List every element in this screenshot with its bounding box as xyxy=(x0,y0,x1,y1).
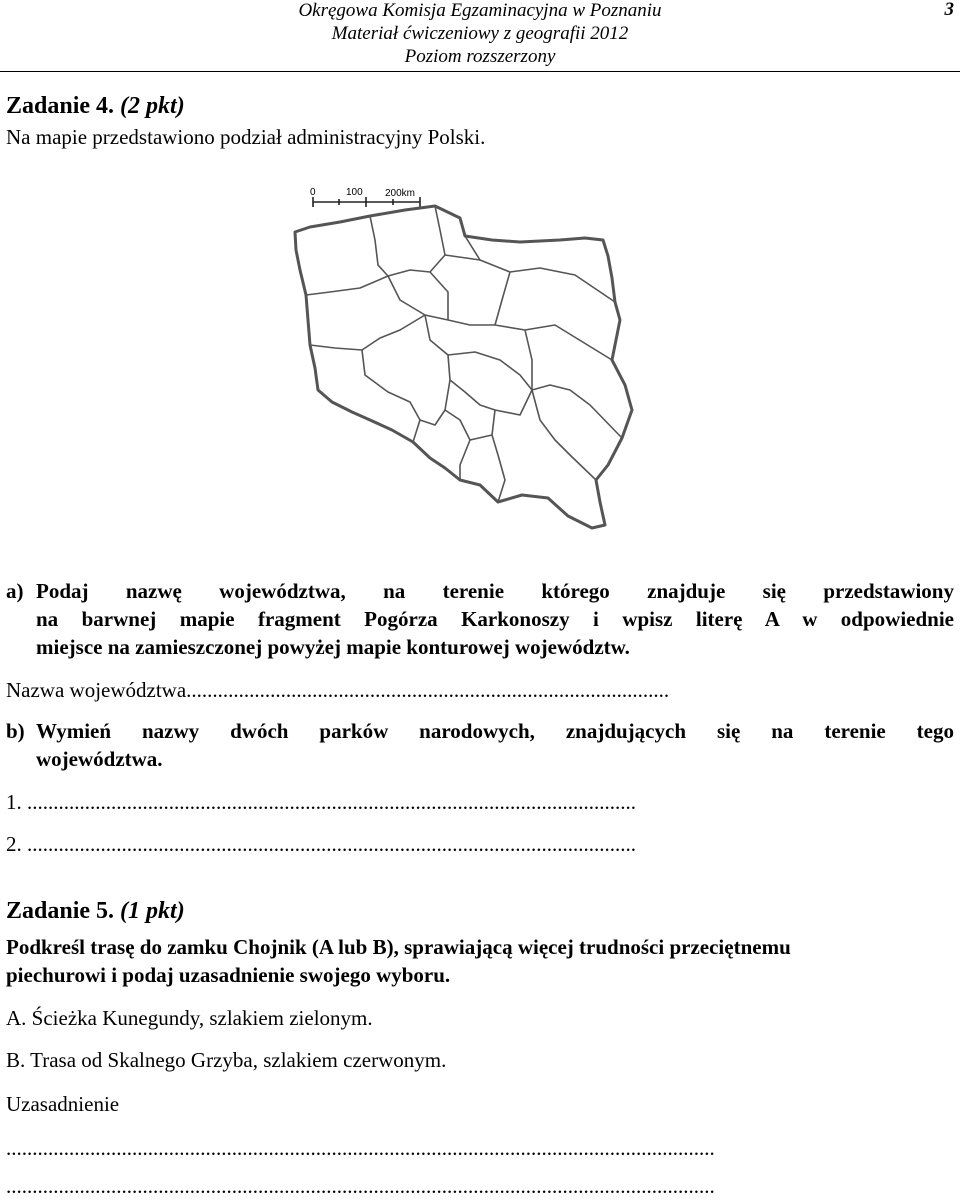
header-level: Poziom rozszerzony xyxy=(404,46,556,67)
task4-title-text: Zadanie 4. xyxy=(6,93,115,119)
poland-voivodeship-map xyxy=(270,180,650,555)
task4a-line2: na barwnej mapie fragment Pogórza Karkonoszy i wpisz literę A w odpowiednie xyxy=(36,607,954,631)
task4b-marker: b) xyxy=(6,719,25,743)
task4a-line3: miejsce na zamieszczonej powyżej mapie konturowej województw. xyxy=(36,635,630,659)
scale-label-0: 0 xyxy=(310,187,316,198)
task4a-answer-label: Nazwa województwa xyxy=(6,678,187,702)
task4b-answer-1[interactable] xyxy=(6,788,954,816)
task5-instruction-line2: piechurowi i podaj uzasadnienie swojego wyboru. xyxy=(6,963,451,987)
country-border xyxy=(295,206,632,528)
task5-title-text: Zadanie 5. xyxy=(6,898,115,924)
task5-option-b[interactable]: B. Trasa od Skalnego Grzyba, szlakiem czerwonym. xyxy=(6,1048,447,1072)
task4-intro: Na mapie przedstawiono podział administracyjny Polski. xyxy=(6,125,486,149)
task4a-line1: Podaj nazwę województwa, na terenie którego znajduje się przedstawiony xyxy=(36,579,954,603)
task4a-answer-dots: ............................................................................................ xyxy=(186,678,670,702)
page-header xyxy=(0,0,960,72)
header-rule xyxy=(0,71,960,72)
task4b-answer-2[interactable] xyxy=(6,830,954,858)
task4-title xyxy=(6,93,185,120)
task5-points: (1 pkt) xyxy=(120,898,185,924)
header-commission: Okręgowa Komisja Egzaminacyjna w Poznaniu xyxy=(298,0,662,21)
task5-answer-line-1[interactable]: ....................................................................................................................................... xyxy=(6,1136,715,1160)
task5-option-a[interactable]: A. Ścieżka Kunegundy, szlakiem zielonym. xyxy=(6,1006,373,1030)
header-material: Materiał ćwiczeniowy z geografii 2012 xyxy=(331,23,629,44)
task4a-marker: a) xyxy=(6,579,24,603)
task4b-item1-num: 1. xyxy=(6,790,22,814)
task4b-item1-dots: .................................................................................................................... xyxy=(27,790,636,814)
task4b-item2-dots: .................................................................................................................... xyxy=(27,832,636,856)
scale-label-100: 100 xyxy=(346,187,363,198)
voivodeship-borders xyxy=(306,206,622,502)
task4b-line1: Wymień nazwy dwóch parków narodowych, znajdujących się na terenie tego xyxy=(36,719,954,743)
task5-instruction-line1: Podkreśl trasę do zamku Chojnik (A lub B), sprawiającą więcej trudności przeciętnemu xyxy=(6,935,791,959)
task4a-answer-line[interactable] xyxy=(6,676,954,704)
task5-justification-label: Uzasadnienie xyxy=(6,1092,120,1116)
header-lines xyxy=(0,0,960,68)
task4b-item2-num: 2. xyxy=(6,832,22,856)
page-number: 3 xyxy=(944,0,954,20)
task4-points: (2 pkt) xyxy=(120,93,185,119)
task5-title xyxy=(6,898,185,925)
scale-label-200km: 200km xyxy=(385,188,416,199)
task5-answer-line-2[interactable]: ....................................................................................................................................... xyxy=(6,1174,715,1198)
task4b-line2: województwa. xyxy=(36,747,163,771)
